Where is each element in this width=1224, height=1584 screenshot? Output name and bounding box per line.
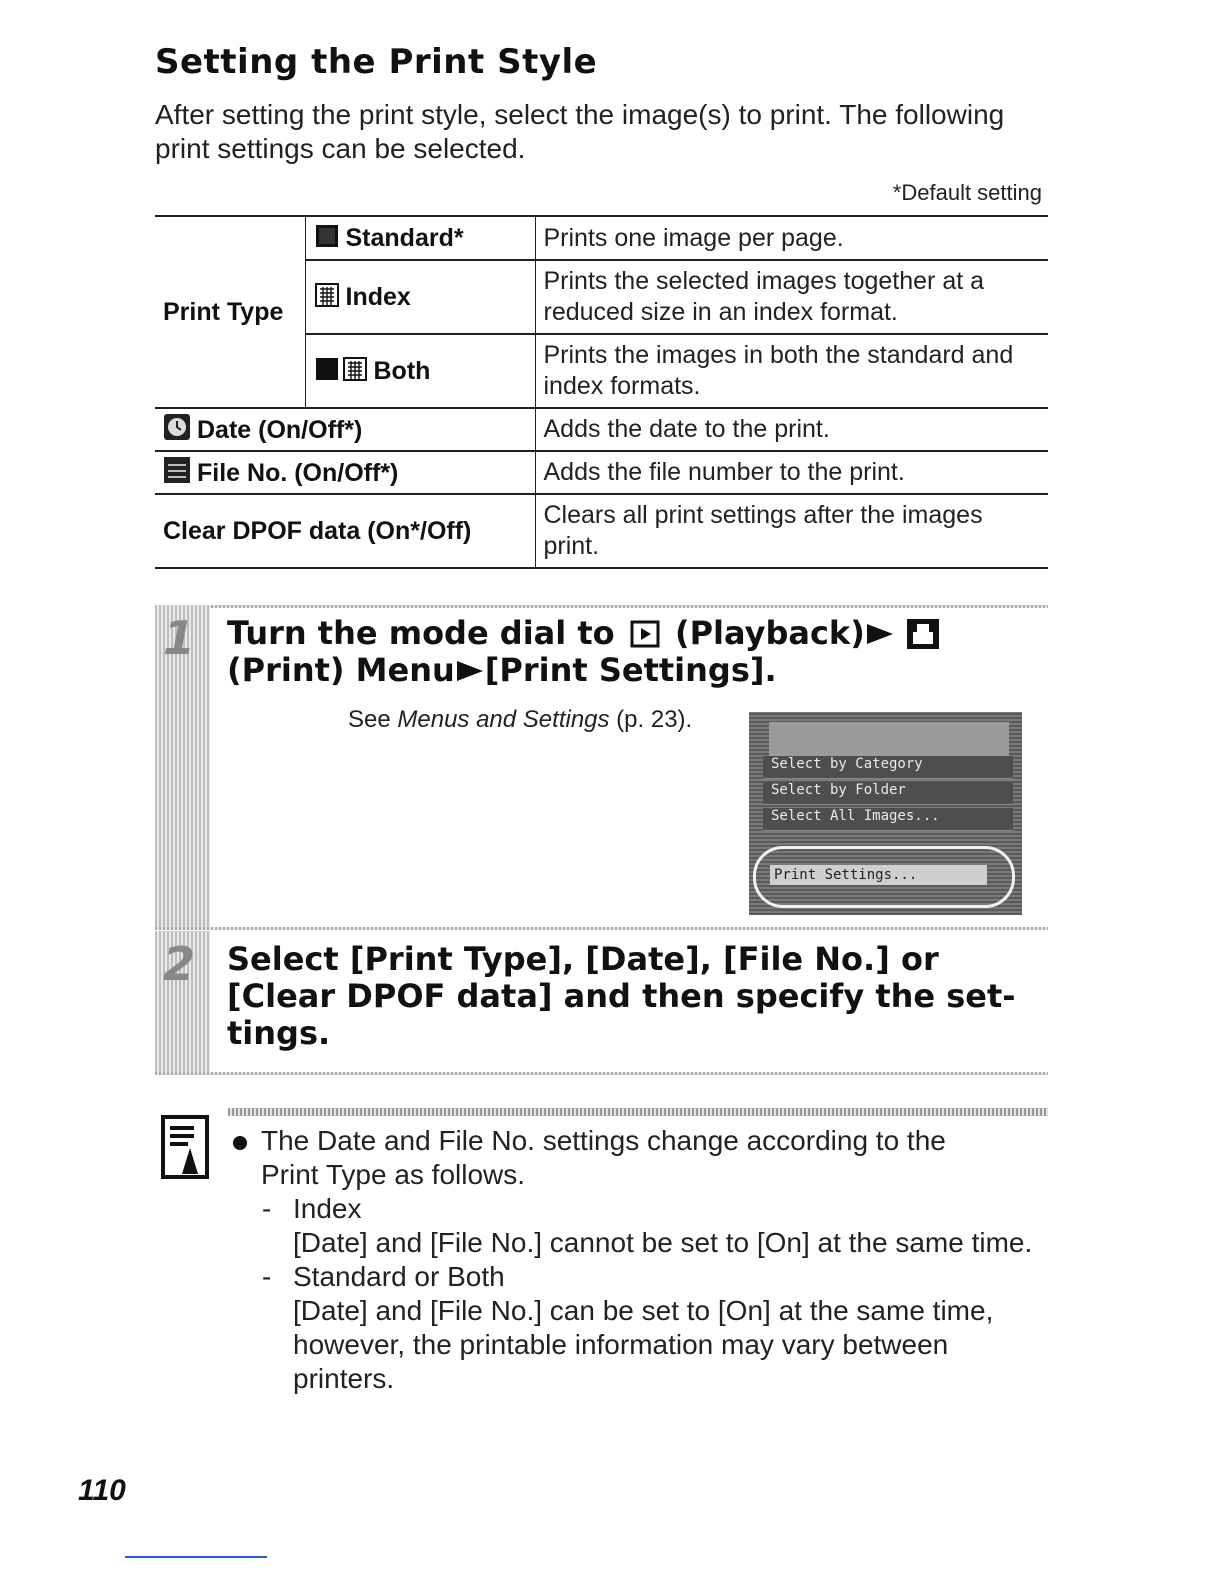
step-number: 1 [163,611,196,665]
both-option: Both [305,334,535,408]
arrow-right-icon [455,658,485,684]
table-row [155,451,1048,494]
print-settings-table [155,215,1048,569]
note-divider [228,1108,1048,1116]
menu-item: Select All Images... [763,808,1013,831]
index-print-icon [314,282,340,308]
note-line: Standard or Both [293,1261,505,1292]
print-settings-highlight: Print Settings... [753,846,1015,908]
step-2 [155,931,1048,1075]
page-title: Setting the Print Style [155,42,598,82]
standard-desc: Prints one image per page. [543,223,844,252]
menu-tabs [769,722,1009,758]
step-1-heading: Turn the mode dial to (Playback) (Print) Menu [Print Settings]. [227,615,940,689]
standard-print-icon [314,223,340,249]
standard-print-icon [314,356,340,382]
note-line: however, the printable information may vary between [293,1329,949,1360]
page-number: 110 [78,1474,126,1507]
arrow-right-icon [865,621,895,647]
camera-screen [749,712,1022,915]
note-line: Index [293,1193,362,1224]
note-dash: - [262,1193,272,1224]
note-block [232,1124,1052,1404]
menu-item: Select by Folder [763,782,1013,805]
date-option: Date (On/Off*) [155,408,535,451]
default-setting-note: *Default setting [892,180,1042,205]
table-row [155,408,1048,451]
print-type-label: Print Type [163,297,284,326]
index-desc: Prints the selected images together at a reduced size in an index format. [543,267,985,326]
bullet-icon [232,1124,252,1158]
playback-icon [630,620,660,648]
print-type-cell [155,216,305,408]
menu-item: Select by Category [763,756,1013,779]
clear-dpof-option: Clear DPOF data (On*/Off) [155,494,535,568]
clear-dpof-desc: Clears all print settings after the images print. [543,501,983,560]
index-print-icon [342,356,368,382]
clock-icon [163,413,191,441]
note-dash: - [262,1261,272,1292]
see-reference: See Menus and Settings (p. 23). [348,706,693,733]
note-line: printers. [293,1363,395,1394]
note-line: [Date] and [File No.] can be set to [On] at the same time, [293,1295,994,1326]
date-desc: Adds the date to the print. [543,415,830,443]
step-number: 2 [163,937,196,991]
note-line: [Date] and [File No.] cannot be set to [On] at the same time. [293,1227,1033,1258]
fileno-option: File No. (On/Off*) [155,451,535,494]
standard-option: Standard* [305,216,535,260]
print-icon [906,618,940,650]
table-row [155,494,1048,568]
step-2-heading: Select [Print Type], [Date], [File No.] or [Clear DPOF data] and then specify the set- tings. [227,940,1016,1052]
note-line: Print Type as follows. [261,1159,526,1190]
table-row [155,216,1048,260]
memo-icon [160,1114,210,1180]
footer-rule [125,1556,267,1558]
both-desc: Prints the images in both the standard and index formats. [543,341,1014,400]
note-line: The Date and File No. settings change according to the [261,1125,946,1156]
file-number-icon [163,456,191,484]
intro-text: After setting the print style, select the image(s) to print. The following print settings can be selected. [155,99,1005,164]
index-option: Index [305,260,535,334]
fileno-desc: Adds the file number to the print. [543,458,905,486]
